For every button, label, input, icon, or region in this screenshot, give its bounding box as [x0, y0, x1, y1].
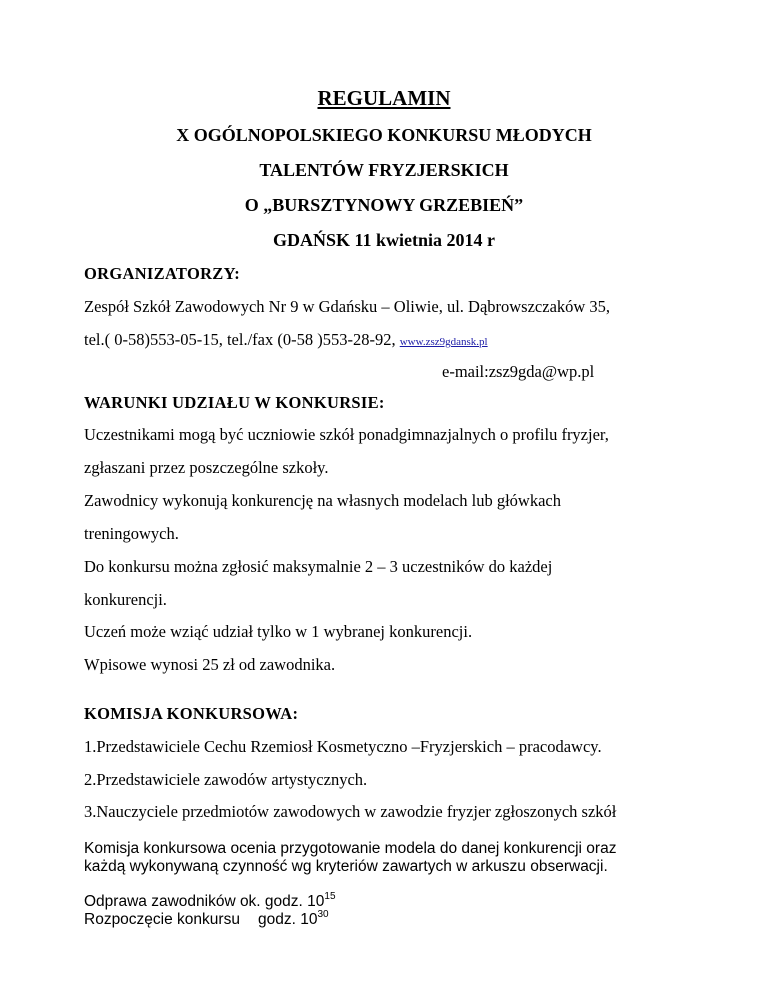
subtitle-line-1: X OGÓLNOPOLSKIEGO KONKURSU MŁODYCH [176, 125, 592, 145]
conditions-line: zgłaszani przez poszczególne szkoły. [84, 458, 329, 477]
conditions-line: treningowych. [84, 524, 179, 543]
conditions-line: Wpisowe wynosi 25 zł od zawodnika. [84, 655, 336, 674]
conditions-heading: WARUNKI UDZIAŁU W KONKURSIE: [84, 393, 385, 412]
start-minutes: 30 [317, 909, 329, 920]
commission-member: 2.Przedstawiciele zawodów artystycznych. [84, 770, 368, 789]
briefing-label: Odprawa zawodników ok. godz. 10 [84, 893, 325, 910]
conditions-line: Zawodnicy wykonują konkurencję na własnych modelach lub główkach [84, 491, 561, 510]
commission-member: 3.Nauczyciele przedmiotów zawodowych w zawodzie fryzjer zgłoszonych szkół [84, 802, 617, 821]
commission-heading: KOMISJA KONKURSOWA: [84, 704, 299, 723]
conditions-line: konkurencji. [84, 590, 167, 609]
subtitle-line-2: TALENTÓW FRYZJERSKICH [259, 160, 509, 180]
schedule-briefing [84, 893, 336, 911]
conditions-line: Do konkursu można zgłosić maksymalnie 2 – 3 uczestników do każdej [84, 557, 553, 576]
website-link[interactable]: www.zsz9gdansk.pl [399, 336, 488, 348]
commission-member: 1.Przedstawiciele Cechu Rzemiosł Kosmetyczno –Fryzjerskich – pracodawcy. [84, 737, 602, 756]
briefing-minutes: 15 [324, 891, 336, 902]
organizers-phone: tel.( 0-58)553-05-15, tel./fax (0-58 )553-28-92, [84, 330, 400, 349]
organizers-heading: ORGANIZATORZY: [84, 264, 241, 283]
start-time: godz. 10 [258, 911, 318, 928]
organizers-contact [84, 330, 488, 350]
subtitle-line-3: O „BURSZTYNOWY GRZEBIEŃ” [244, 195, 524, 215]
evaluation-line: każdą wykonywaną czynność wg kryteriów zawartych w arkuszu obserwacji. [84, 858, 608, 875]
start-label: Rozpoczęcie konkursu [84, 911, 240, 928]
conditions-line: Uczeń może wziąć udział tylko w 1 wybranej konkurencji. [84, 622, 473, 641]
evaluation-line: Komisja konkursowa ocenia przygotowanie modela do danej konkurencji oraz [84, 840, 617, 857]
organizers-email: e-mail:zsz9gda@wp.pl [442, 362, 595, 381]
conditions-line: Uczestnikami mogą być uczniowie szkół ponadgimnazjalnych o profilu fryzjer, [84, 425, 609, 444]
document-title: REGULAMIN [317, 86, 451, 110]
organizers-address: Zespół Szkół Zawodowych Nr 9 w Gdańsku – Oliwie, ul. Dąbrowszczaków 35, [84, 297, 611, 316]
subtitle-line-4: GDAŃSK 11 kwietnia 2014 r [272, 230, 495, 250]
schedule-start [84, 911, 329, 929]
